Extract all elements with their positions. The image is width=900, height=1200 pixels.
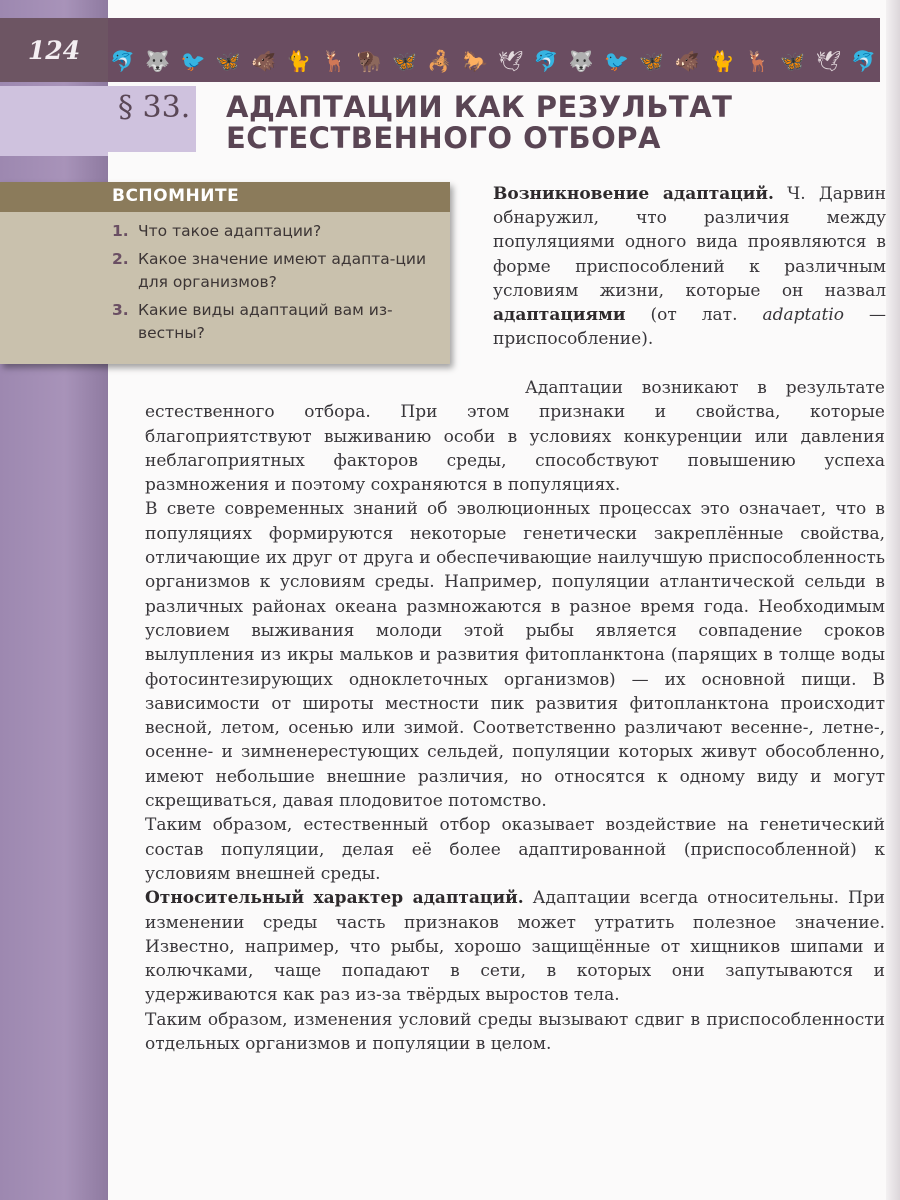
paragraph-4-heading: Относительный характер адаптаций.: [145, 888, 524, 909]
intro-text-c: — приспособление).: [493, 305, 886, 350]
paragraph-3: Таким образом, естественный отбор оказывает воздействие на генетический состав популяции, делая её более адаптированной (приспособленной) к условиям внешней среды.: [145, 815, 885, 884]
intro-paragraph: [493, 182, 886, 351]
paragraph-4-text: Адаптации всегда относительны. При изменении среды часть признаков может утратить полезное значение. Известно, например, что рыбы, хорошо защищённые от хищников шипами и колючками, чаще попадают в сети, в которых они запутываются и удерживаются как раз из-за твёрдых выростов тела.: [145, 888, 885, 1006]
intro-text-b: (от лат.: [625, 305, 763, 326]
intro-text-a: Ч. Дарвин обнаружил, что различия между популяциями одного вида проявляются в форме приспособлений к различным условиям жизни, которые он назвал: [493, 184, 886, 301]
term-adaptations: адаптациями: [493, 305, 626, 326]
recall-question: [112, 220, 442, 243]
section-number: § 33.: [118, 90, 191, 125]
latin-term: adaptatio: [762, 305, 844, 326]
main-text-column: [145, 376, 885, 1056]
section-title-line-2: ЕСТЕСТВЕННОГО ОТБОРА: [226, 121, 661, 155]
page-number: 124: [0, 18, 108, 82]
decorative-sidebar: [0, 0, 108, 1200]
paragraph-4: [145, 886, 885, 1007]
intro-heading: Возникновение адаптаций.: [493, 184, 774, 204]
paragraph-1: Адаптации возникают в результате естественного отбора. При этом признаки и свойства, которые благоприятствуют выживанию особи в условиях конкуренции или давления неблагоприятных факторов среды, способствуют повышению успеха размножения и поэтому сохраняются в популяциях.: [145, 378, 885, 496]
question-text: Какие виды адаптаций вам из-вестны?: [138, 301, 393, 342]
paragraph-5: Таким образом, изменения условий среды вызывают сдвиг в приспособленности отдельных организмов и популяции в целом.: [145, 1009, 885, 1055]
question-number: 1.: [112, 222, 129, 240]
section-title: [226, 92, 732, 154]
question-number: 3.: [112, 301, 129, 319]
page-edge-shadow: [886, 0, 900, 1200]
recall-question: [112, 248, 442, 294]
section-title-line-1: АДАПТАЦИИ КАК РЕЗУЛЬТАТ: [226, 90, 733, 124]
paragraph-2: В свете современных знаний об эволюционных процессах это означает, что в популяциях формируются некоторые генетически закреплённые свойства, отличающие их друг от друга и обеспечивающие наилучшую приспособленность организмов к условиям среды. Например, популяции атлантической сельди в различных районах океана размножаются в разное время года. Необходимым условием выживания молоди этой рыбы является совпадение сроков вылупления из икры мальков и развития фитопланктона (парящих в толще воды фотосинтезирующих одноклеточных организмов) — их основной пищи. В зависимости от широты местности пик развития фитопланктона происходит весной, летом, осенью или зимой. Соответственно различают весенне-, летне-, осенне- и зимненерестующих сельдей, популяции которых живут обособленно, имеют небольшие внешние различия, но относятся к одному виду и могут скрещиваться, давая плодовитое потомство.: [145, 499, 885, 812]
page-header-bar: [0, 18, 880, 82]
recall-box-title: ВСПОМНИТЕ: [112, 186, 240, 206]
question-number: 2.: [112, 250, 129, 268]
recall-box: [0, 182, 450, 364]
recall-question: [112, 299, 442, 345]
question-text: Что такое адаптации?: [138, 222, 322, 240]
decorative-sidebar-accent: [0, 86, 108, 156]
recall-questions-list: [112, 220, 442, 350]
question-text: Какое значение имеют адапта-ции для организмов?: [138, 250, 427, 291]
animal-silhouettes-icon: 🐬 🐺 🐦 🦋 🐗 🐈 🦌 🦬 🦋 🦂 🐎 🕊 🐬 🐺 🐦 🦋 🐗 🐈 🦌 🦋 🕊 🐬: [110, 49, 879, 73]
